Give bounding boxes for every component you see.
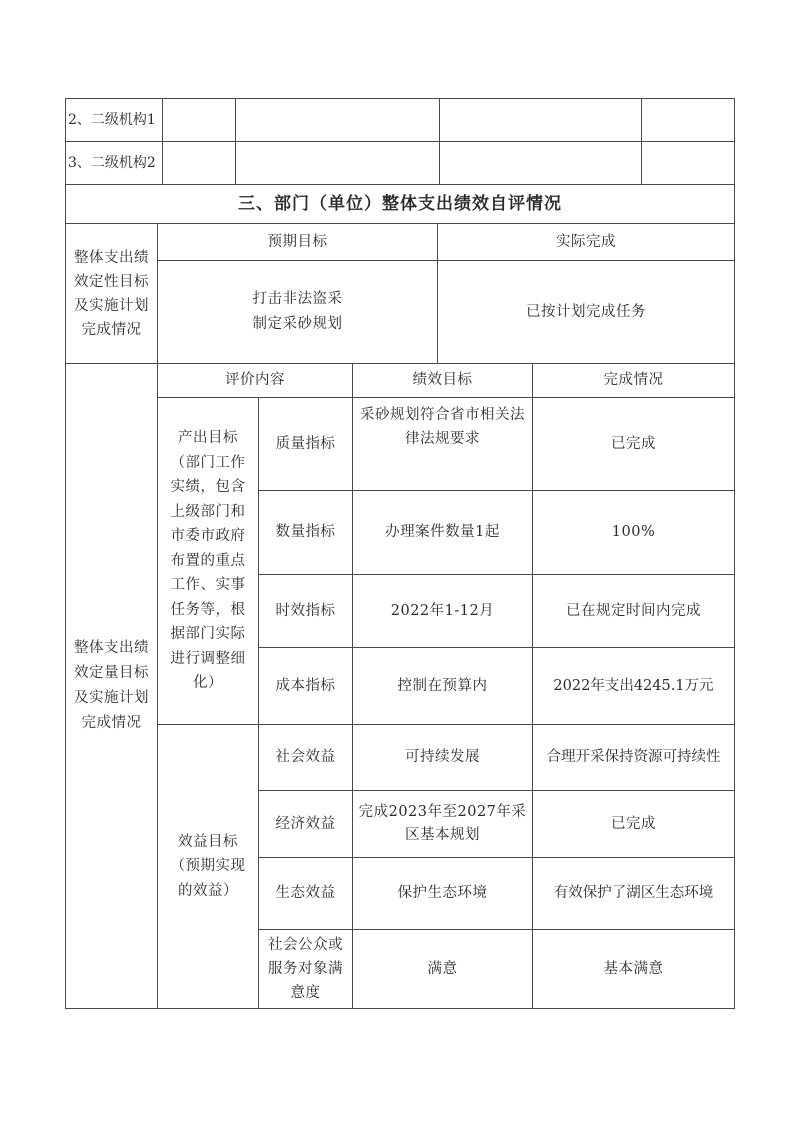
quantitative-label-text: 整体支出绩效定量目标及实施计划完成情况	[74, 640, 149, 731]
rule	[162, 98, 163, 184]
rule	[439, 98, 440, 184]
status-cell: 已在规定时间内完成	[566, 602, 701, 619]
indicator-cell: 时效指标	[275, 602, 336, 619]
rule	[734, 98, 735, 1009]
indicator-cell: 数量指标	[275, 524, 336, 540]
qualitative-label-text: 整体支出绩效定性目标及实施计划完成情况	[74, 249, 149, 338]
status-cell: 基本满意	[603, 960, 664, 977]
rule	[65, 98, 735, 99]
header-status: 完成情况	[603, 372, 664, 388]
status-cell: 已完成	[611, 815, 656, 832]
expected-line: 制定采砂规划	[252, 316, 343, 332]
target-cell: 可持续发展	[405, 749, 480, 765]
col-expected-header: 预期目标	[267, 233, 328, 250]
section-title: 三、部门（单位）整体支出绩效自评情况	[238, 193, 562, 214]
output-group-label	[158, 398, 258, 724]
qualitative-actual: 已按计划完成任务	[526, 303, 646, 320]
qualitative-label	[66, 224, 157, 363]
status-cell: 已完成	[611, 435, 656, 452]
indicator-cell	[259, 930, 352, 1008]
target-cell: 保护生态环境	[397, 885, 488, 901]
indicator-cell: 生态效益	[275, 885, 336, 901]
status-cell: 2022年支出4245.1万元	[553, 677, 714, 694]
header-target: 绩效目标	[412, 372, 473, 388]
status-cell: 合理开采保持资源可持续性	[546, 749, 721, 765]
col-actual-header: 实际完成	[556, 233, 616, 250]
header-content: 评价内容	[225, 372, 285, 388]
target-text: 采砂规划符合省市相关法律法规要求	[360, 407, 525, 447]
org-row-label: 2、二级机构1	[68, 111, 156, 128]
org-row-label: 3、二级机构2	[68, 154, 156, 171]
indicator-cell: 成本指标	[275, 677, 336, 694]
rule	[65, 1008, 735, 1009]
qualitative-expected	[158, 261, 437, 363]
status-cell: 有效保护了湖区生态环境	[553, 885, 714, 901]
target-text: 完成2023年至2027年采区基本规划	[358, 803, 527, 843]
target-cell: 满意	[427, 960, 458, 977]
target-cell: 办理案件数量1起	[385, 524, 500, 540]
indicator-cell: 经济效益	[275, 815, 336, 832]
quantitative-label	[66, 364, 157, 1008]
target-cell	[353, 791, 532, 857]
indicator-text: 社会公众或服务对象满意度	[268, 937, 343, 1001]
status-cell: 100%	[611, 524, 656, 540]
target-cell: 控制在预算内	[397, 677, 488, 694]
target-cell: 2022年1-12月	[390, 602, 495, 619]
benefit-group-label	[158, 725, 258, 1008]
expected-line: 打击非法盗采	[252, 291, 343, 307]
indicator-cell: 社会效益	[275, 749, 336, 765]
rule	[641, 98, 642, 184]
rule	[65, 141, 735, 142]
output-group-text: 产出目标（部门工作实绩，包含上级部门和市委市政府布置的重点工作、实事任务等，根据部门实际进行调整细化）	[170, 430, 246, 692]
benefit-group-text: 效益目标（预期实现的效益）	[170, 833, 246, 899]
indicator-cell: 质量指标	[275, 435, 336, 452]
target-cell	[353, 398, 532, 490]
rule	[235, 98, 236, 184]
